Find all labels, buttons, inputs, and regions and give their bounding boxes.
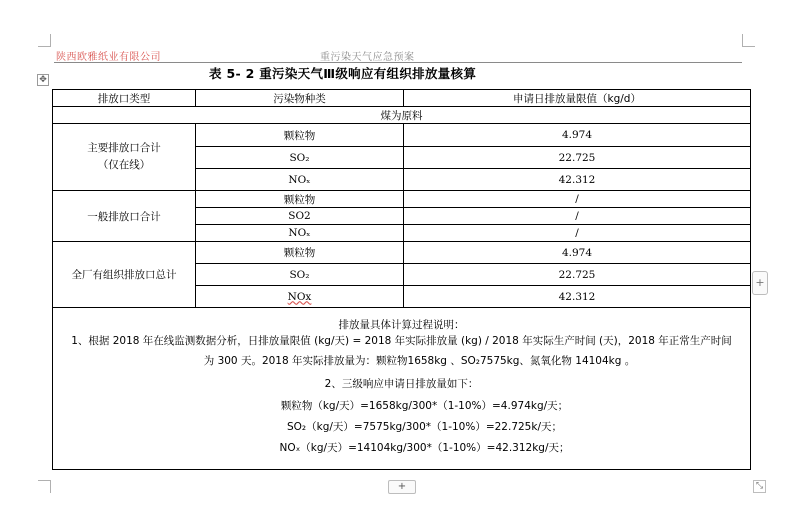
table-move-handle-icon[interactable]: ✥ (37, 74, 49, 86)
value-cell[interactable]: 42.312 (404, 286, 751, 308)
value-cell[interactable]: / (404, 208, 751, 225)
table-row (53, 191, 751, 208)
header-company: 陕西欧雅纸业有限公司 (56, 52, 161, 63)
value-cell[interactable]: / (404, 191, 751, 208)
value-cell[interactable]: 4.974 (404, 242, 751, 264)
crop-mark-bottom-left (38, 480, 51, 493)
header-document-title: 重污染天气应急预案 (320, 52, 415, 63)
row-type-general[interactable]: 一般排放口合计 (53, 191, 196, 242)
table-row (53, 124, 751, 147)
table-resize-icon[interactable]: ⤡ (753, 480, 766, 493)
crop-mark-top-right (742, 34, 755, 47)
add-column-icon[interactable]: + (752, 271, 768, 295)
notes-line-1b: 为 300 天。2018 年实际排放量为：颗粒物1658kg 、SO₂7575kg、氮氧化物 14104kg 。 (203, 355, 636, 367)
row-type-total[interactable]: 全厂有组织排放口总计 (53, 242, 196, 308)
notes-calc-pm: 颗粒物（kg/天）=1658kg/300*（1-10%）=4.974kg/天； (280, 400, 569, 412)
pollutant-cell[interactable]: NOₓ (196, 225, 404, 242)
notes-row (53, 308, 751, 470)
pollutant-cell[interactable]: SO₂ (196, 264, 404, 286)
crop-mark-top-left (38, 34, 51, 47)
section-row (53, 107, 751, 124)
pollutant-cell[interactable]: 颗粒物 (196, 124, 404, 147)
value-cell[interactable]: 4.974 (404, 124, 751, 147)
header-cell-pollutant[interactable]: 污染物种类 (196, 90, 404, 107)
pollutant-cell[interactable]: 颗粒物 (196, 242, 404, 264)
notes-line-2: 2、三级响应申请日排放量如下： (324, 378, 479, 390)
notes-line-1: 1、根据 2018 年在线监测数据分析，日排放量限值 (kg/天) = 2018 年实际排放量 (kg) / 2018 年实际生产时间 (天)，2018 年正常生产时间 (71, 335, 732, 347)
table-caption: 表 5- 2 重污染天气Ⅲ级响应有组织排放量核算 (209, 66, 477, 81)
row-type-main-line1: 主要排放口合计 (87, 142, 161, 154)
pollutant-cell[interactable]: SO₂ (196, 147, 404, 169)
pollutant-cell[interactable]: 颗粒物 (196, 191, 404, 208)
header-rule (54, 62, 742, 63)
pollutant-nox-spellcheck: NOx (287, 290, 312, 303)
header-cell-type[interactable]: 排放口类型 (53, 90, 196, 107)
table-header-row (53, 90, 751, 107)
header-cell-limit[interactable]: 申请日排放量限值（kg/d） (404, 90, 751, 107)
emission-table (52, 89, 751, 470)
row-type-main-line2: （仅在线） (97, 159, 151, 171)
row-type-main[interactable] (53, 124, 196, 191)
section-cell[interactable]: 煤为原料 (53, 107, 751, 124)
notes-cell[interactable] (53, 308, 751, 470)
pollutant-cell[interactable]: SO2 (196, 208, 404, 225)
notes-title: 排放量具体计算过程说明： (338, 319, 465, 331)
pollutant-cell[interactable] (196, 286, 404, 308)
notes-calc-nox: NOₓ（kg/天）=14104kg/300*（1-10%）=42.312kg/天； (279, 442, 570, 454)
notes-calc-so2: SO₂（kg/天）=7575kg/300*（1-10%）=22.725k/天； (287, 421, 562, 433)
value-cell[interactable]: 22.725 (404, 264, 751, 286)
value-cell[interactable]: 42.312 (404, 169, 751, 191)
value-cell[interactable]: / (404, 225, 751, 242)
value-cell[interactable]: 22.725 (404, 147, 751, 169)
table-row (53, 242, 751, 264)
pollutant-cell[interactable]: NOₓ (196, 169, 404, 191)
add-row-icon[interactable]: + (388, 480, 416, 494)
